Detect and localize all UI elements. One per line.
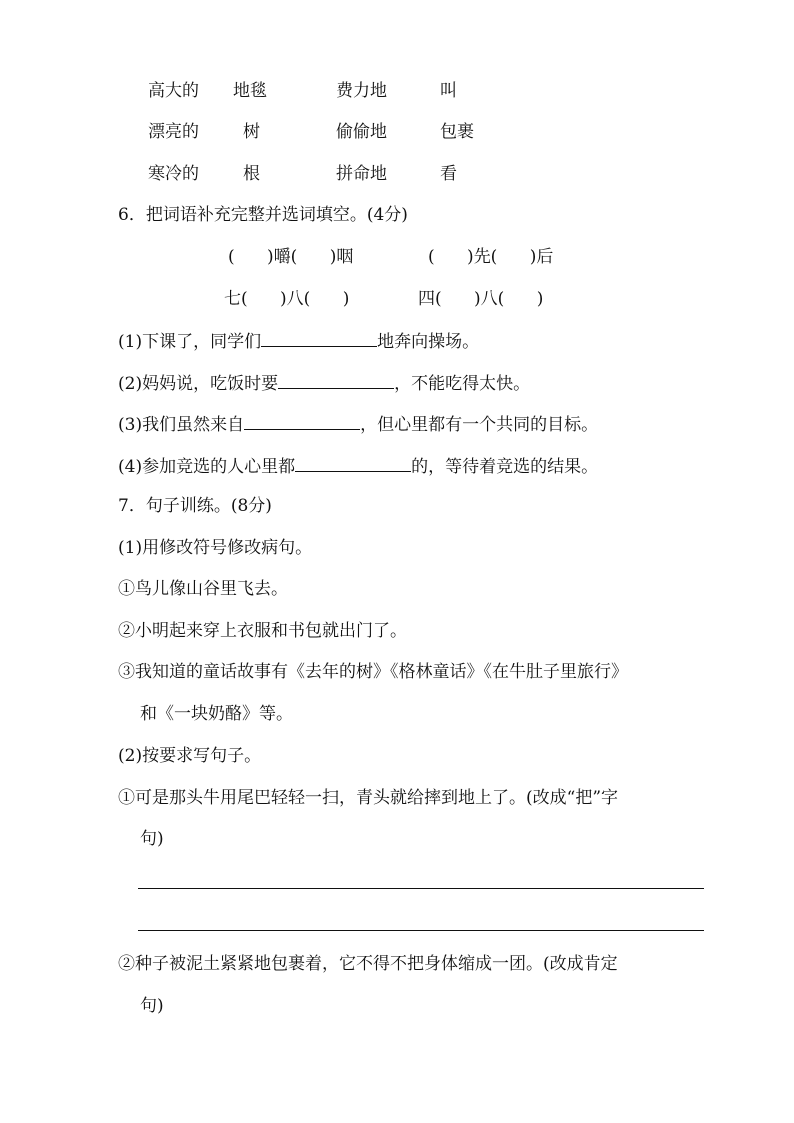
sentence-text: ②小明起来穿上衣服和书包就出门了。 <box>118 621 407 641</box>
sentence-text: (4)参加竞选的人心里都 <box>118 457 296 477</box>
sentence-text: ①鸟儿像山谷里飞去。 <box>118 579 288 599</box>
sentence-text: 句) <box>140 829 164 849</box>
answer-blank[interactable] <box>278 370 394 389</box>
answer-blank[interactable] <box>261 328 377 347</box>
sentence-text: 的，等待着竞选的结果。 <box>411 457 599 477</box>
sentence-text: ②种子被泥土紧紧地包裹着，它不得不把身体缩成一团。(改成肯定 <box>118 954 618 974</box>
adjective-word: 寒冷的 <box>148 164 199 184</box>
sentence-text: 句) <box>140 996 164 1016</box>
idiom-blank[interactable]: 四( )八( ) <box>418 289 544 309</box>
part-instruction: (1)用修改符号修改病句。 <box>118 538 313 558</box>
answer-line[interactable] <box>138 888 704 889</box>
sentence-text: 和《一块奶酪》等。 <box>140 704 293 724</box>
noun-word: 地毯 <box>233 81 267 101</box>
answer-line[interactable] <box>138 930 704 931</box>
sentence-text: ，不能吃得太快。 <box>394 374 531 394</box>
sentence-text: 地奔向操场。 <box>377 332 480 352</box>
sentence-text: ①可是那头牛用尾巴轻轻一扫，青头就给摔到地上了。(改成“把”字 <box>118 788 619 808</box>
verb-word: 看 <box>440 164 457 184</box>
noun-word: 树 <box>243 122 260 142</box>
answer-blank[interactable] <box>295 453 411 472</box>
sentence-text: (3)我们虽然来自 <box>118 415 245 435</box>
idiom-blank[interactable]: 七( )八( ) <box>224 289 350 309</box>
adverb-word: 偷偷地 <box>336 122 387 142</box>
q7-heading-text: 7．句子训练。(8分) <box>118 496 272 516</box>
idiom-blank[interactable]: ( )嚼( )咽 <box>228 247 354 267</box>
verb-word: 叫 <box>440 81 457 101</box>
sentence-text: ③我知道的童话故事有《去年的树》《格林童话》《在牛肚子里旅行》 <box>118 662 628 682</box>
adjective-word: 高大的 <box>148 81 199 101</box>
noun-word: 根 <box>243 164 260 184</box>
part-instruction: (2)按要求写句子。 <box>118 746 262 766</box>
idiom-blank[interactable]: ( )先( )后 <box>428 247 554 267</box>
q6-heading-text: 6．把词语补充完整并选词填空。(4分) <box>118 205 408 225</box>
sentence-text: (1)下课了，同学们 <box>118 332 262 352</box>
sentence-text: ，但心里都有一个共同的目标。 <box>360 415 599 435</box>
sentence-text: (2)妈妈说，吃饭时要 <box>118 374 279 394</box>
adverb-word: 拼命地 <box>336 164 387 184</box>
answer-blank[interactable] <box>244 411 360 430</box>
verb-word: 包裹 <box>440 122 474 142</box>
adjective-word: 漂亮的 <box>148 122 199 142</box>
adverb-word: 费力地 <box>336 81 387 101</box>
